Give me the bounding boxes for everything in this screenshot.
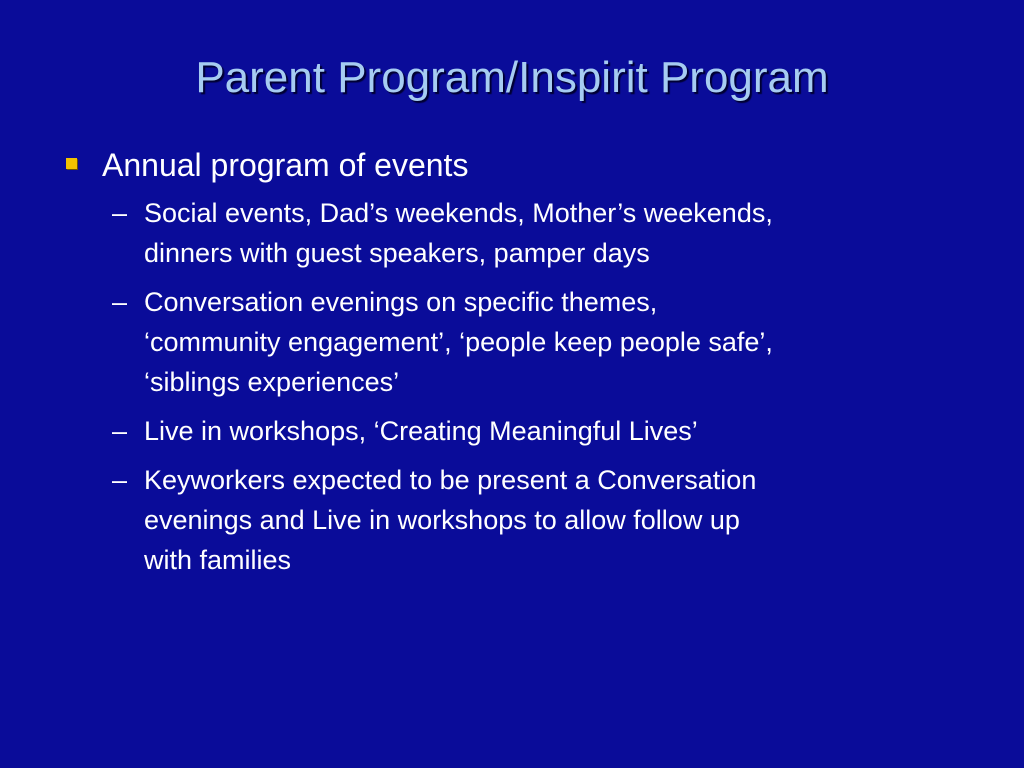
sub-bullet-item: [62, 411, 962, 451]
sub-bullet-line: Keyworkers expected to be present a Conversation: [144, 465, 757, 495]
sub-bullet-item: [62, 193, 962, 273]
bullet-text: Annual program of events: [102, 147, 469, 183]
dash-bullet: –: [112, 198, 128, 228]
sub-bullet-item: [62, 282, 962, 402]
bullet-item: [62, 145, 962, 185]
slide-title: Parent Program/Inspirit Program: [195, 53, 829, 102]
sub-bullet-line: with families: [144, 545, 292, 575]
dash-bullet: –: [112, 416, 128, 446]
sub-bullet-line: Conversation evenings on specific themes,: [144, 287, 658, 317]
dash-bullet: –: [112, 465, 128, 495]
sub-bullet-line: Live in workshops, ‘Creating Meaningful Lives’: [144, 416, 698, 446]
sub-bullet-line: ‘siblings experiences’: [144, 367, 400, 397]
slide-content: [62, 145, 962, 589]
sub-bullet-list: [62, 193, 962, 580]
sub-bullet-line: dinners with guest speakers, pamper days: [144, 238, 650, 268]
sub-bullet-line: ‘community engagement’, ‘people keep people safe’,: [144, 327, 773, 357]
sub-bullet-line: Social events, Dad’s weekends, Mother’s weekends,: [144, 198, 773, 228]
dash-bullet: –: [112, 287, 128, 317]
sub-bullet-line: evenings and Live in workshops to allow follow up: [144, 505, 740, 535]
square-bullet-icon: [66, 158, 77, 169]
sub-bullet-item: [62, 460, 962, 580]
